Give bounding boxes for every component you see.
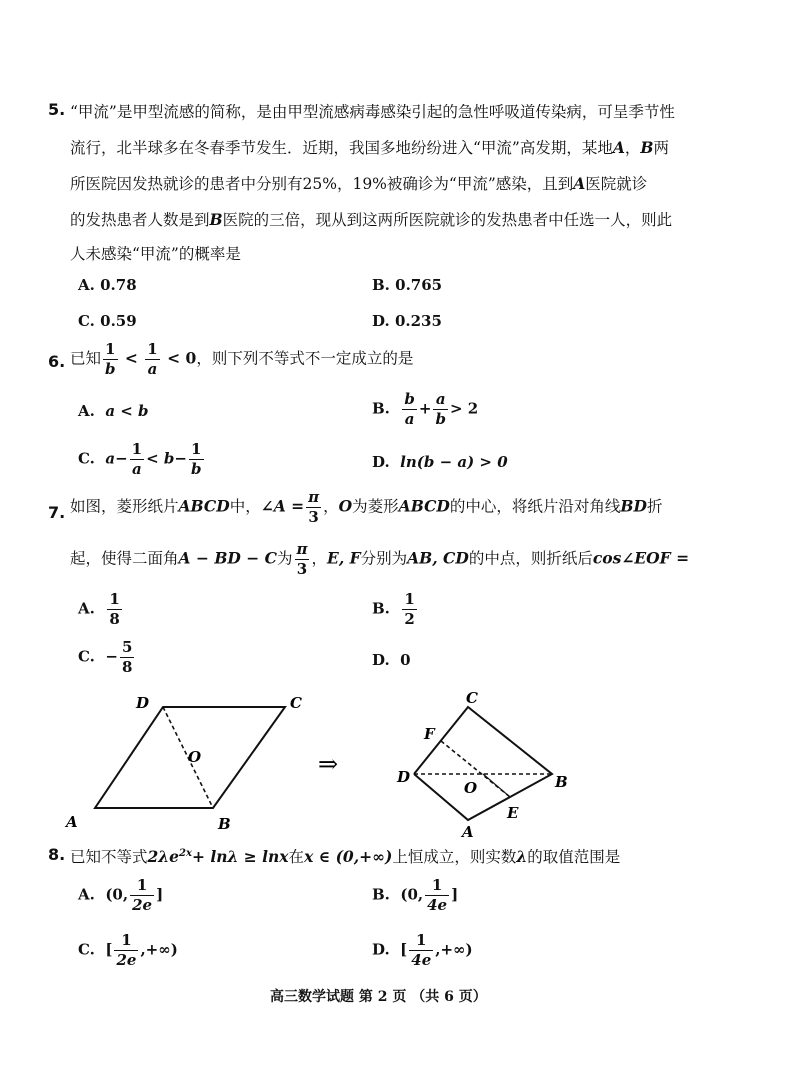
- q7-number: 7.: [48, 503, 66, 522]
- q8-option-d: D. [ $\frac{1}{4e}$ ,+∞): [372, 931, 473, 969]
- q6-option-b: B. $\frac{b}{a}$ + $\frac{a}{b}$ > 2: [372, 390, 479, 428]
- q5-line-3: [70, 172, 647, 194]
- q7-option-b: B. $\frac{1}{2}$: [372, 590, 415, 628]
- q5-line-2-text: 流行，北半球多在冬春季节发生．近期，我国多地纷纷进入“甲流”高发期，某地: [70, 139, 613, 157]
- label-right-o: O: [464, 779, 478, 797]
- q5-var-a2: A: [573, 174, 586, 193]
- label-left-a: A: [66, 813, 78, 831]
- q5-sep: ，: [624, 139, 641, 157]
- label-right-b: B: [555, 773, 568, 791]
- label-right-d: D: [397, 768, 411, 786]
- q5-var-b: B: [640, 138, 654, 157]
- q6-option-d-text: ln(b − a) > 0: [400, 453, 508, 471]
- rhombus-flat: [64, 694, 302, 833]
- q5-option-a-value: 0.78: [100, 276, 137, 294]
- q6-option-d: [372, 453, 508, 471]
- q6-option-c-label: C.: [78, 449, 95, 468]
- q5-option-a-label: A.: [78, 276, 95, 294]
- q6-number: 6.: [48, 352, 66, 371]
- q7-option-c: C. − $\frac{5}{8}$: [78, 638, 133, 676]
- label-right-c: C: [466, 690, 478, 707]
- q6-frac-1-over-b: $\frac{1}{b}$: [105, 340, 116, 378]
- q8-number: 8.: [48, 845, 66, 864]
- q6-option-a-label: A.: [78, 402, 95, 420]
- q5-line-3-text: 所医院因发热就诊的患者中分别有25%，19%被确诊为“甲流”感染，且到: [70, 175, 574, 193]
- q8-stem: 已知不等式$2\lambda e^{2x}+ \ln\lambda \ge \ln x$在x ∈ (0,+∞)上恒成立，则实数λ的取值范围是: [70, 847, 621, 866]
- q6-option-a-text: a < b: [105, 402, 149, 420]
- q5-line-2: [70, 136, 669, 158]
- label-left-c: C: [290, 694, 302, 712]
- q5-option-b-label: B.: [372, 276, 390, 294]
- q5-line-1: “甲流”是甲型流感的简称，是由甲型流感病毒感染引起的急性呼吸道传染病，可呈季节性: [70, 103, 675, 121]
- q6-option-d-label: D.: [372, 453, 390, 471]
- label-right-f: F: [424, 725, 435, 743]
- q6-option-a: [78, 402, 149, 420]
- q5-option-c: [78, 312, 137, 330]
- label-right-a: A: [462, 823, 474, 840]
- q5-line-4-text: 的发热患者人数是到: [70, 211, 210, 229]
- q5-option-d: [372, 312, 442, 330]
- q8-option-b: B. (0, $\frac{1}{4e}$ ]: [372, 876, 459, 914]
- q7-option-d: D. 0: [372, 651, 411, 669]
- q8-option-c: C. [ $\frac{1}{2e}$ ,+∞): [78, 931, 178, 969]
- label-left-b: B: [218, 815, 231, 833]
- q6-suffix: ，则下列不等式不一定成立的是: [196, 349, 414, 368]
- label-right-e: E: [507, 804, 519, 822]
- q5-option-b: [372, 276, 442, 294]
- q7-figure: [0, 690, 794, 840]
- q5-line-4-end: 医院的三倍，现从到这两所医院就诊的发热患者中任选一人，则此: [222, 211, 673, 229]
- label-left-d: D: [136, 694, 150, 712]
- q6-prefix: 已知: [70, 349, 102, 368]
- q5-option-a: [78, 276, 137, 294]
- q5-var-b2: B: [209, 210, 223, 229]
- arrow-icon: ⇒: [318, 750, 339, 778]
- q7-option-a: A. $\frac{1}{8}$: [78, 590, 120, 628]
- q5-option-c-label: C.: [78, 312, 95, 330]
- q6-option-b-label: B.: [372, 399, 390, 418]
- q5-line-3-end: 医院就诊: [585, 175, 648, 193]
- q6-stem: 已知 $\frac{1}{b}$ < $\frac{1}{a}$ < 0，则下列不等式不一定成立的是: [70, 340, 414, 378]
- q6-option-c: C. a− $\frac{1}{a}$ < b− $\frac{1}{b}$: [78, 440, 202, 478]
- q5-option-d-value: 0.235: [394, 312, 442, 330]
- q6-option-b-tail: > 2: [449, 399, 479, 418]
- q6-frac-1-over-a: $\frac{1}{a}$: [147, 340, 158, 378]
- folded-figure: [396, 690, 568, 840]
- label-left-o: O: [188, 748, 202, 766]
- q5-option-d-label: D.: [372, 312, 390, 330]
- q5-line-5: 人未感染“甲流”的概率是: [70, 245, 241, 263]
- q5-line-4: [70, 208, 672, 230]
- page-footer: 高三数学试题 第 2 页 （共 6 页）: [270, 989, 487, 1005]
- q7-line-1: 如图，菱形纸片ABCD中，∠A = $\frac{\pi}{3}$ ，O为菱形ABCD的中心，将纸片沿对角线BD折: [70, 488, 663, 526]
- q7-line-2: 起，使得二面角A − BD − C为 $\frac{\pi}{3}$ ，E, F分别为AB, CD的中点，则折纸后cos∠EOF =: [70, 540, 690, 578]
- q5-number: 5.: [48, 100, 66, 119]
- q5-var-a: A: [612, 138, 625, 157]
- q8-option-a: A. (0, $\frac{1}{2e}$ ]: [78, 876, 164, 914]
- q5-line-2-end: 两: [653, 139, 670, 157]
- q5-option-c-value: 0.59: [100, 312, 137, 330]
- q5-option-b-value: 0.765: [395, 276, 443, 294]
